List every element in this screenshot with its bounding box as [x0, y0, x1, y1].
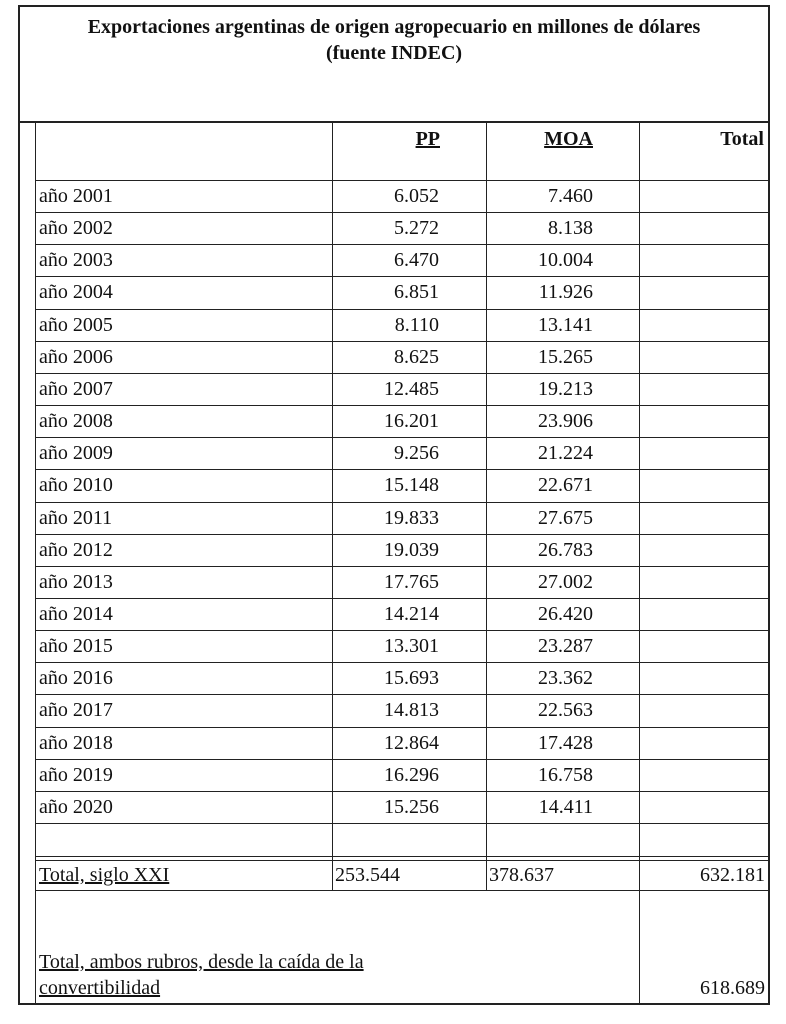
row-pp-value: 12.485: [384, 378, 439, 400]
row-line: [35, 566, 768, 567]
row-pp-value: 6.851: [394, 281, 439, 303]
row-pp-value: 5.272: [394, 217, 439, 239]
row-line: [35, 276, 768, 277]
row-moa-value: 22.671: [538, 474, 593, 496]
row-pp-value: 15.148: [384, 474, 439, 496]
row-moa-value: 22.563: [538, 699, 593, 721]
row-pp-value: 19.833: [384, 507, 439, 529]
row-pp-value: 15.693: [384, 667, 439, 689]
title-bottom-line: [18, 121, 768, 123]
row-moa-value: 23.287: [538, 635, 593, 657]
row-moa-value: 21.224: [538, 442, 593, 464]
total-siglo-total: 632.181: [700, 864, 765, 886]
row-label: año 2017: [39, 699, 113, 721]
col-line-moa: [486, 121, 487, 890]
row-label: año 2008: [39, 410, 113, 432]
col-line-pp: [332, 121, 333, 890]
header-bottom-line: [35, 180, 768, 181]
row-label: año 2007: [39, 378, 113, 400]
row-label: año 2019: [39, 764, 113, 786]
total-siglo-moa: 378.637: [489, 864, 554, 886]
row-moa-value: 26.783: [538, 539, 593, 561]
title-line-1: Exportaciones argentinas de origen agropecuario en millones de dólares: [87, 16, 701, 38]
row-pp-value: 12.864: [384, 732, 439, 754]
row-line: [35, 823, 768, 824]
row-pp-value: 8.110: [394, 314, 439, 336]
row-label: año 2001: [39, 185, 113, 207]
row-moa-value: 17.428: [538, 732, 593, 754]
inner-left-border: [35, 121, 36, 1003]
row-label: año 2005: [39, 314, 113, 336]
total-siglo-bottom: [35, 890, 768, 891]
row-pp-value: 8.625: [394, 346, 439, 368]
row-line: [35, 341, 768, 342]
row-moa-value: 14.411: [538, 796, 593, 818]
row-pp-value: 14.813: [384, 699, 439, 721]
row-pp-value: 16.201: [384, 410, 439, 432]
row-label: año 2016: [39, 667, 113, 689]
row-label: año 2009: [39, 442, 113, 464]
row-line: [35, 212, 768, 213]
row-label: año 2018: [39, 732, 113, 754]
row-line: [35, 244, 768, 245]
row-pp-value: 6.052: [394, 185, 439, 207]
header-moa: MOA: [544, 128, 593, 150]
row-line: [35, 469, 768, 470]
table-title: [20, 14, 768, 66]
row-moa-value: 11.926: [538, 281, 593, 303]
row-line: [35, 437, 768, 438]
row-moa-value: 23.362: [538, 667, 593, 689]
total-ambos-label-line1: Total, ambos rubros, desde la caída de la: [39, 951, 364, 973]
row-pp-value: 13.301: [384, 635, 439, 657]
row-line: [35, 727, 768, 728]
row-line: [35, 534, 768, 535]
row-pp-value: 14.214: [384, 603, 439, 625]
total-siglo-top: [35, 860, 768, 861]
row-label: año 2012: [39, 539, 113, 561]
row-label: año 2003: [39, 249, 113, 271]
row-moa-value: 27.002: [538, 571, 593, 593]
row-moa-value: 19.213: [538, 378, 593, 400]
blank-row-line: [35, 856, 768, 857]
row-moa-value: 23.906: [538, 410, 593, 432]
row-line: [35, 598, 768, 599]
total-ambos-label-line2: convertibilidad: [39, 977, 161, 999]
row-label: año 2004: [39, 281, 113, 303]
row-line: [35, 694, 768, 695]
frame-right: [768, 5, 770, 1005]
row-line: [35, 373, 768, 374]
row-moa-value: 15.265: [538, 346, 593, 368]
total-siglo-label: Total, siglo XXI: [39, 864, 170, 886]
frame-left: [18, 5, 20, 1005]
row-pp-value: 9.256: [394, 442, 439, 464]
row-moa-value: 10.004: [538, 249, 593, 271]
frame-top: [18, 5, 768, 7]
row-line: [35, 759, 768, 760]
row-pp-value: 15.256: [384, 796, 439, 818]
row-moa-value: 8.138: [548, 217, 593, 239]
row-moa-value: 16.758: [538, 764, 593, 786]
row-label: año 2013: [39, 571, 113, 593]
row-pp-value: 16.296: [384, 764, 439, 786]
header-pp: PP: [415, 128, 440, 150]
frame-bottom: [18, 1003, 768, 1005]
row-label: año 2006: [39, 346, 113, 368]
row-pp-value: 6.470: [394, 249, 439, 271]
total-siglo-pp: 253.544: [335, 864, 400, 886]
header-total: Total: [720, 128, 764, 150]
row-label: año 2002: [39, 217, 113, 239]
row-moa-value: 26.420: [538, 603, 593, 625]
col-line-total: [639, 121, 640, 1003]
row-line: [35, 662, 768, 663]
row-label: año 2020: [39, 796, 113, 818]
row-moa-value: 13.141: [538, 314, 593, 336]
row-pp-value: 19.039: [384, 539, 439, 561]
row-line: [35, 309, 768, 310]
row-pp-value: 17.765: [384, 571, 439, 593]
row-label: año 2014: [39, 603, 113, 625]
row-moa-value: 27.675: [538, 507, 593, 529]
row-moa-value: 7.460: [548, 185, 593, 207]
title-line-2: (fuente INDEC): [325, 42, 463, 64]
row-line: [35, 502, 768, 503]
row-line: [35, 630, 768, 631]
row-label: año 2015: [39, 635, 113, 657]
row-line: [35, 791, 768, 792]
row-label: año 2010: [39, 474, 113, 496]
row-label: año 2011: [39, 507, 113, 529]
total-ambos-total: 618.689: [700, 977, 765, 999]
row-line: [35, 405, 768, 406]
